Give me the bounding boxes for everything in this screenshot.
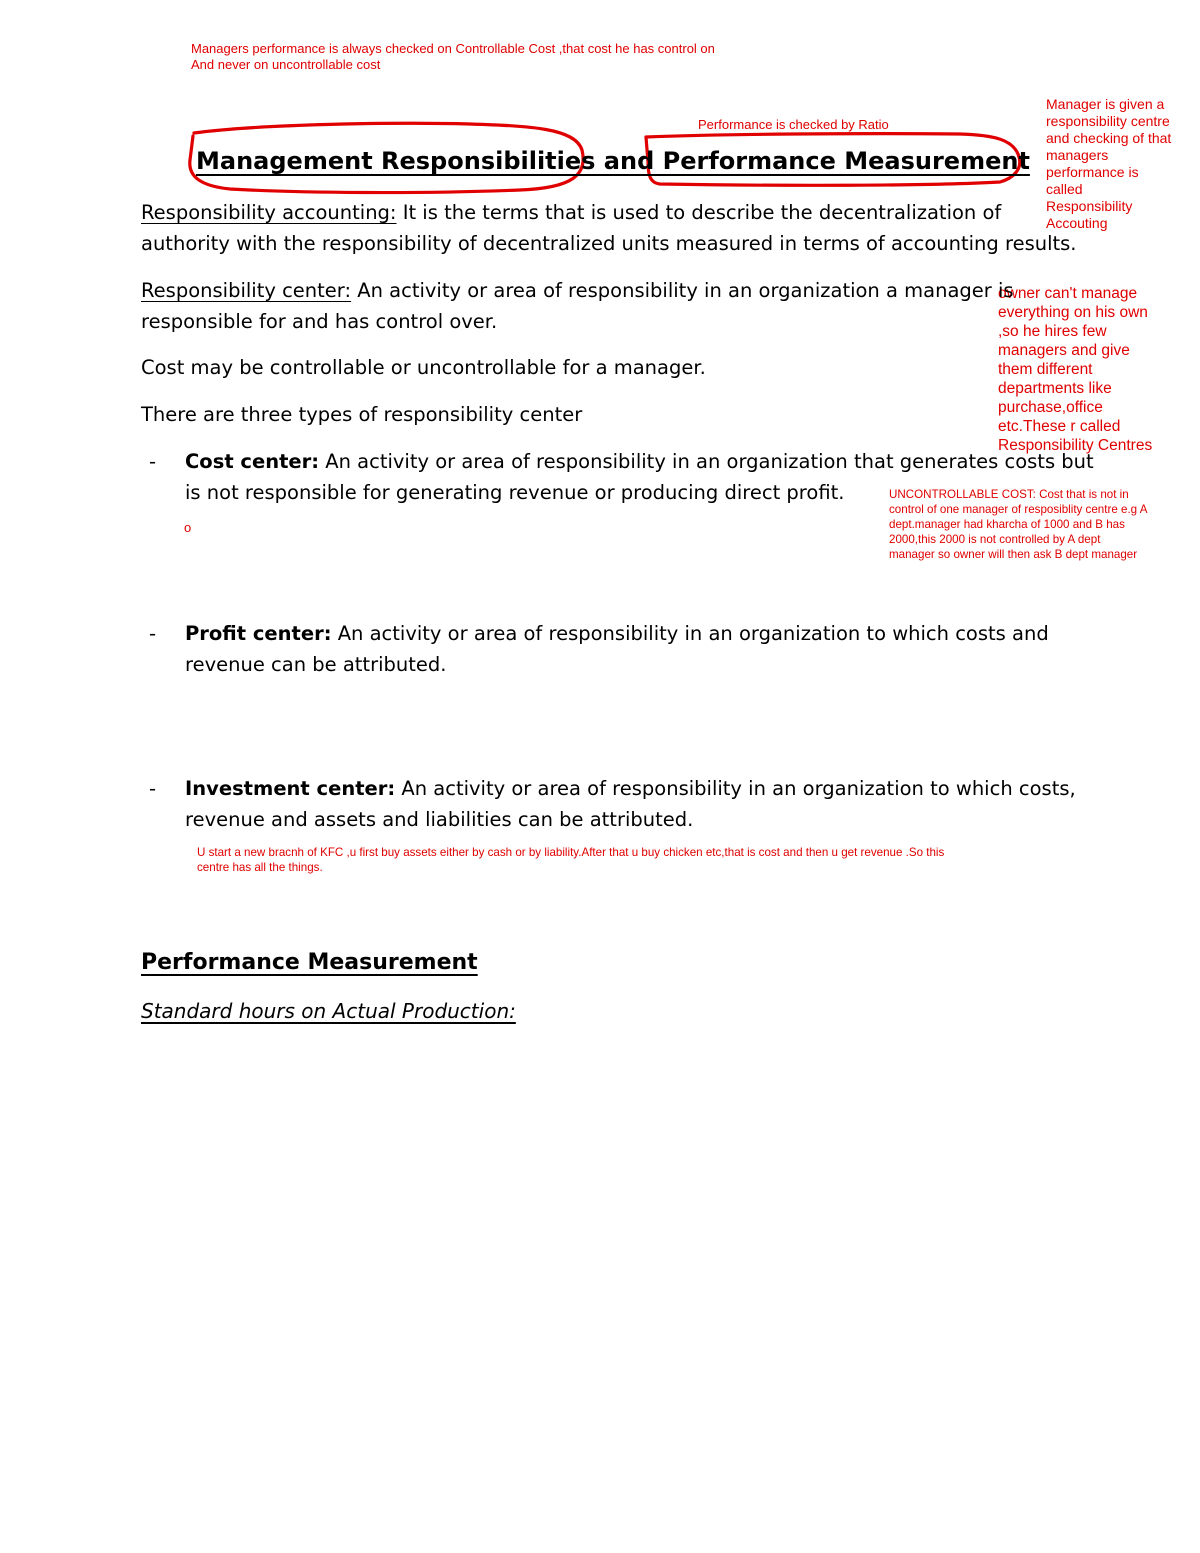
annotation-line: Responsibility Centres [998,437,1153,454]
term-investment-center: Investment center: [185,777,396,800]
annotation-line: centre has all the things. [197,861,323,874]
annotation-line: departments like [998,380,1112,397]
term-profit-center: Profit center: [185,622,332,645]
responsibility-accounting-paragraph [141,197,1077,259]
paragraph-line [185,618,1049,649]
annotation-line: Managers performance is always checked on Controllable Cost ,that cost he has control on [191,41,715,56]
definition-text: It is the terms that is used to describe the decentralization of [396,201,1002,224]
responsibility-center-paragraph [141,275,1014,337]
performance-measurement-heading: Performance Measurement [141,950,478,975]
paragraph-line [185,773,1076,804]
profit-center-item [185,618,1049,680]
cost-center-item [185,446,1094,508]
paragraph-line: revenue and assets and liabilities can be attributed. [185,808,694,831]
definition-text: An activity or area of responsibility in an organization that generates costs but [319,450,1094,473]
paragraph-line [141,197,1077,228]
annotation-line: Manager is given a [1046,96,1165,112]
paragraph-line: authority with the responsibility of decentralized units measured in terms of accounting results. [141,232,1077,255]
annotation-line: 2000,this 2000 is not controlled by A dept [889,533,1101,546]
annotation-line: called [1046,181,1083,197]
paragraph-line: revenue can be attributed. [185,653,447,676]
term-responsibility-center: Responsibility center: [141,279,352,302]
annotation-line: managers [1046,147,1109,163]
bullet-marker: - [149,622,157,645]
annotation-line: U start a new bracnh of KFC ,u first buy assets either by cash or by liability.After that u buy chicken etc,that is cost and then u get revenue .So this [197,846,945,859]
annotation-line: Accouting [1046,215,1108,231]
annotation-kfc-example [197,845,944,875]
annotation-line: owner can't manage [998,285,1138,302]
annotation-line: ,so he hires few [998,323,1107,340]
annotation-line: etc.These r called [998,418,1121,435]
annotation-stray-mark: o [184,520,192,535]
annotation-line: And never on uncontrollable cost [191,57,381,72]
annotation-line: managers and give [998,342,1130,359]
annotation-controllable-cost [191,41,715,73]
page-title: Management Responsibilities and Performance Measurement [196,147,1030,175]
standard-hours-heading: Standard hours on Actual Production: [141,999,516,1023]
annotation-line: control of one manager of resposiblity centre e.g A [889,503,1148,516]
term-responsibility-accounting: Responsibility accounting: [141,201,397,224]
paragraph-line: responsible for and has control over. [141,310,498,333]
annotation-line: responsibility centre [1046,113,1170,129]
annotation-line: everything on his own [998,304,1148,321]
annotation-line: Responsibility [1046,198,1133,214]
annotation-ratio: Performance is checked by Ratio [698,117,889,132]
annotation-line: them different [998,361,1093,378]
cost-controllable-sentence: Cost may be controllable or uncontrollable for a manager. [141,356,706,379]
paragraph-line [141,275,1014,306]
types-sentence: There are three types of responsibility center [141,403,583,426]
paragraph-line [185,446,1094,477]
annotation-line: performance is [1046,164,1139,180]
definition-text: An activity or area of responsibility in an organization to which costs, [395,777,1076,800]
bullet-marker: - [149,777,157,800]
term-cost-center: Cost center: [185,450,320,473]
paragraph-line: is not responsible for generating revenue or producing direct profit. [185,481,845,504]
annotation-owner-centres [998,284,1152,455]
bullet-marker: - [149,450,157,473]
annotation-line: purchase,office [998,399,1103,416]
annotation-line: UNCONTROLLABLE COST: Cost that is not in [889,488,1129,501]
definition-text: An activity or area of responsibility in an organization a manager is [351,279,1014,302]
investment-center-item [185,773,1076,835]
annotation-line: and checking of that [1046,130,1172,146]
annotation-line: dept.manager had kharcha of 1000 and B has [889,518,1125,531]
annotation-line: manager so owner will then ask B dept manager [889,548,1138,561]
definition-text: An activity or area of responsibility in an organization to which costs and [331,622,1049,645]
